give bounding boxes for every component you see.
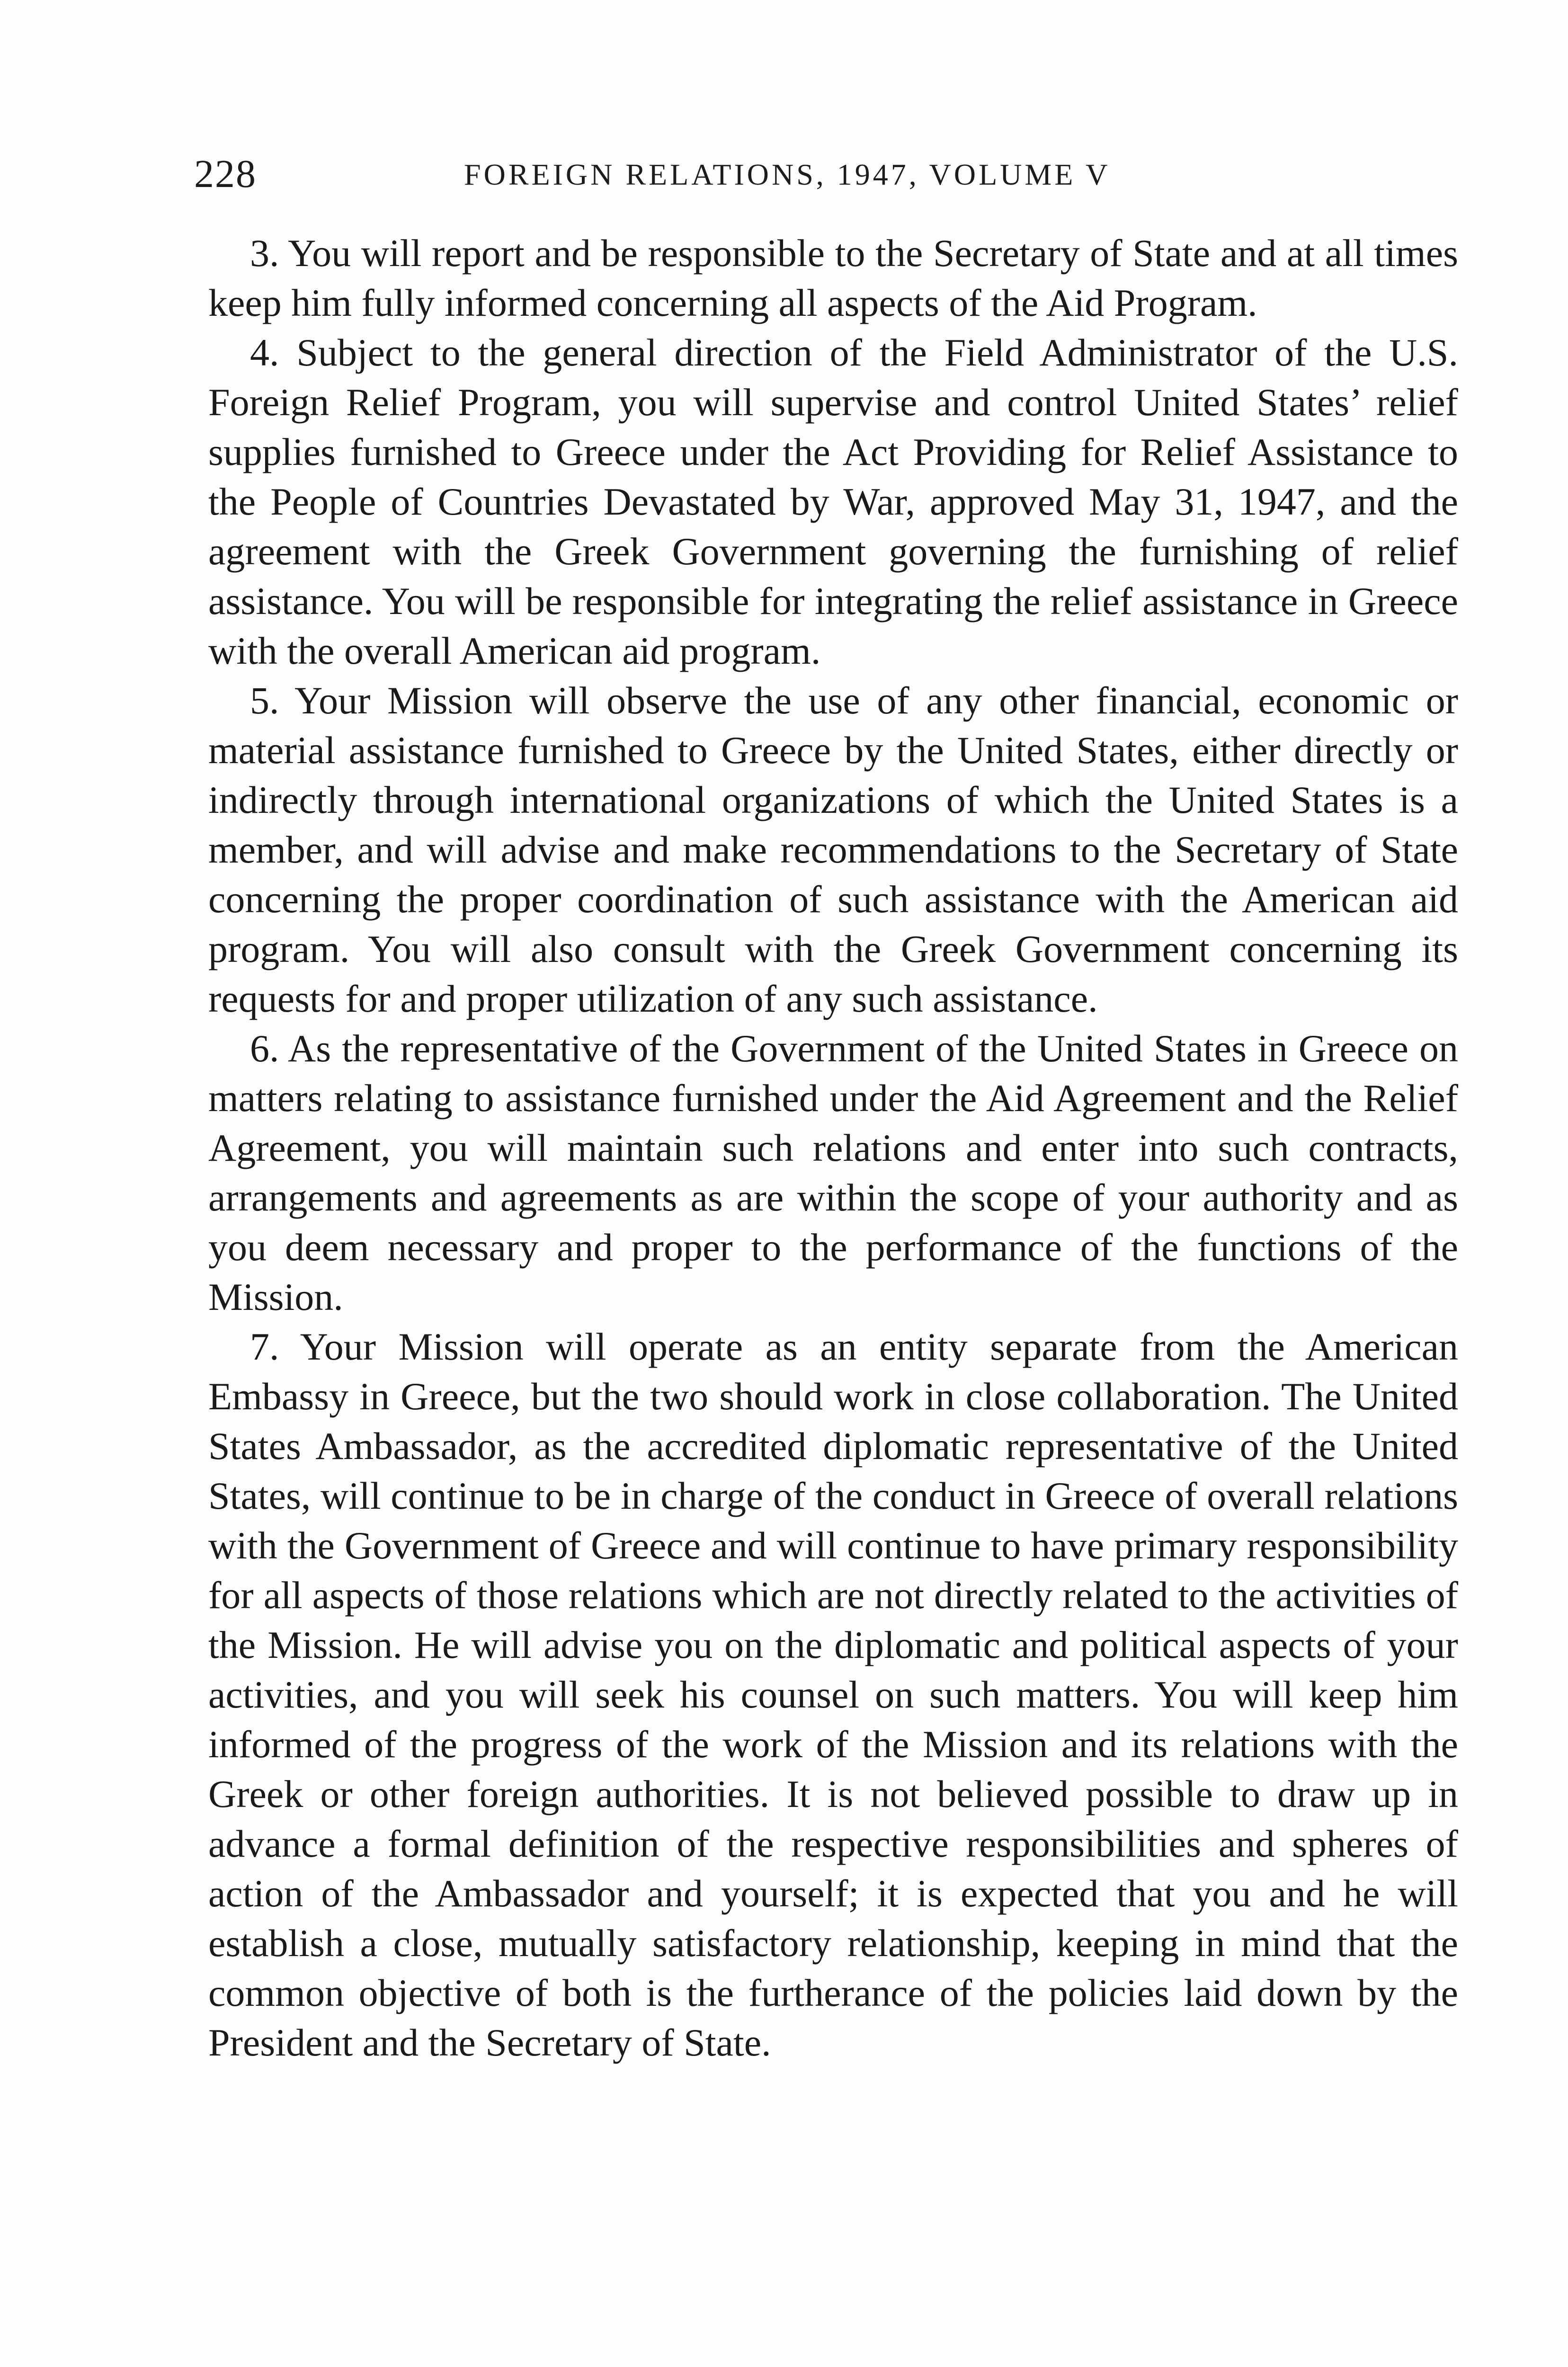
paragraph-5: 5. Your Mission will observe the use of any other financial, economic or material assistance furnished to Greece by the United States, either directly or indirectly through international organizations of which the United States is a member, and will advise and make recommendations to the Secretary of State concerning the proper coordination of such assistance with the American aid program. You will also consult with the Greek Government concerning its requests for and proper utilization of any such assistance. <box>208 679 1458 1020</box>
paragraph-3: 3. You will report and be responsible to the Secretary of State and at all times keep him fully informed concerning all aspects of the Aid Program. <box>208 231 1458 324</box>
paragraph-4: 4. Subject to the general direction of the Field Administrator of the U.S. Foreign Relief Program, you will supervise and control United States’ relief supplies furnished to Greece under the Act Providing for Relief Assistance to the People of Countries Devastated by War, approved May 31, 1947, and the agreement with the Greek Government governing the furnishing of relief assistance. You will be responsible for integrating the relief assistance in Greece with the overall American aid program. <box>208 331 1458 672</box>
paragraph-6: 6. As the representative of the Government of the United States in Greece on matters relating to assistance furnished under the Aid Agreement and the Relief Agreement, you will maintain such relations and enter into such contracts, arrangements and agreements as are within the scope of your authority and as you deem necessary and proper to the performance of the functions of the Mission. <box>208 1027 1458 1318</box>
body-text <box>208 228 1458 2067</box>
running-title: FOREIGN RELATIONS, 1947, VOLUME V <box>464 158 1111 191</box>
page-header <box>194 151 1472 198</box>
page-number: 228 <box>194 152 257 196</box>
paragraph-7: 7. Your Mission will operate as an entity separate from the American Embassy in Greece, but the two should work in close collaboration. The United States Ambassador, as the accredited diplomatic representative of the United States, will continue to be in charge of the conduct in Greece of overall relations with the Government of Greece and will continue to have primary responsibility for all aspects of those relations which are not directly related to the activities of the Mission. He will advise you on the diplomatic and political aspects of your activities, and you will seek his counsel on such matters. You will keep him informed of the progress of the work of the Mission and its relations with the Greek or other foreign authorities. It is not believed possible to draw up in advance a formal definition of the respective responsibilities and spheres of action of the Ambassador and yourself; it is expected that you and he will establish a close, mutually satisfactory relationship, keeping in mind that the common objective of both is the furtherance of the policies laid down by the President and the Secretary of State. <box>208 1325 1458 2064</box>
